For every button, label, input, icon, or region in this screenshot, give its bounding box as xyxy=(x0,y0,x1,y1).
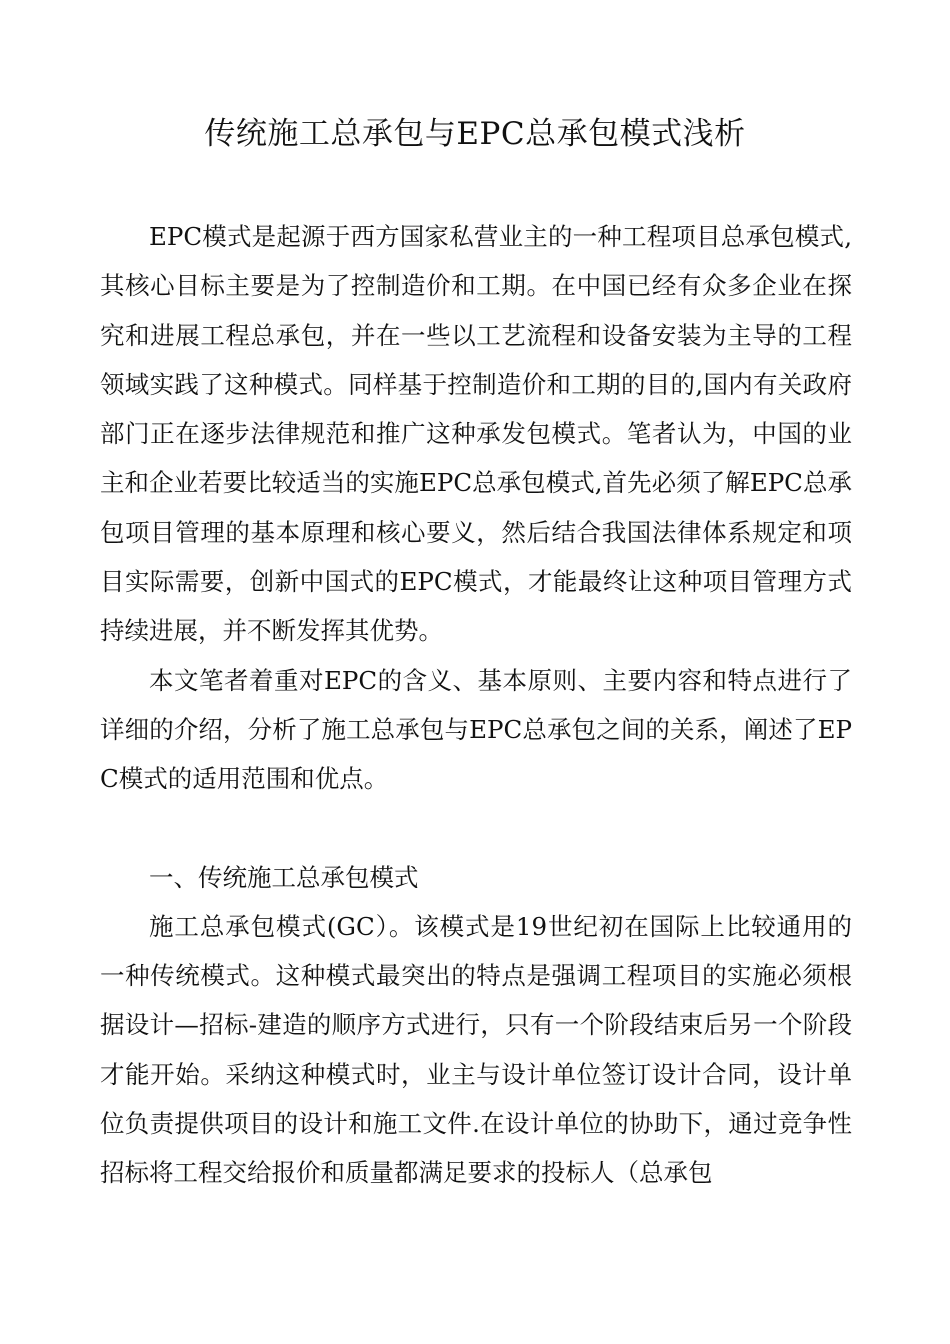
section-1-heading: 一、传统施工总承包模式 xyxy=(149,862,419,892)
section-gap xyxy=(100,804,852,853)
intro-paragraph-2: 本文笔者着重对EPC的含义、基本原则、主要内容和特点进行了详细的介绍，分析了施工总承包与EPC总承包之间的关系，阐述了EPC模式的适用范围和优点。 xyxy=(100,665,852,794)
document-title: 传统施工总承包与EPC总承包模式浅析 xyxy=(204,116,746,152)
intro-paragraph-1: EPC模式是起源于西方国家私营业主的一种工程项目总承包模式,其核心目标主要是为了控制造价和工期。在中国已经有众多企业在探究和进展工程总承包，并在一些以工艺流程和设备安装为主导的工程领域实践了这种模式。同样基于控制造价和工期的目的,国内有关政府部门正在逐步法律规范和推广这种承发包模式。笔者认为，中国的业主和企业若要比较适当的实施EPC总承包模式,首先必须了解EPC总承包项目管理的基本原理和核心要义，然后结合我国法律体系规定和项目实际需要，创新中国式的EPC模式，才能最终让这种项目管理方式持续进展，并不断发挥其优势。 xyxy=(100,222,852,646)
section-1-paragraph: 施工总承包模式(GC）。该模式是19世纪初在国际上比较通用的一种传统模式。这种模式最突出的特点是强调工程项目的实施必须根据设计—招标-建造的顺序方式进行，只有一个阶段结束后另一个阶段才能开始。采纳这种模式时，业主与设计单位签订设计合同，设计单位负责提供项目的设计和施工文件.在设计单位的协助下，通过竞争性招标将工程交给报价和质量都满足要求的投标人（总承包 xyxy=(100,911,852,1188)
document-body xyxy=(100,212,852,1198)
